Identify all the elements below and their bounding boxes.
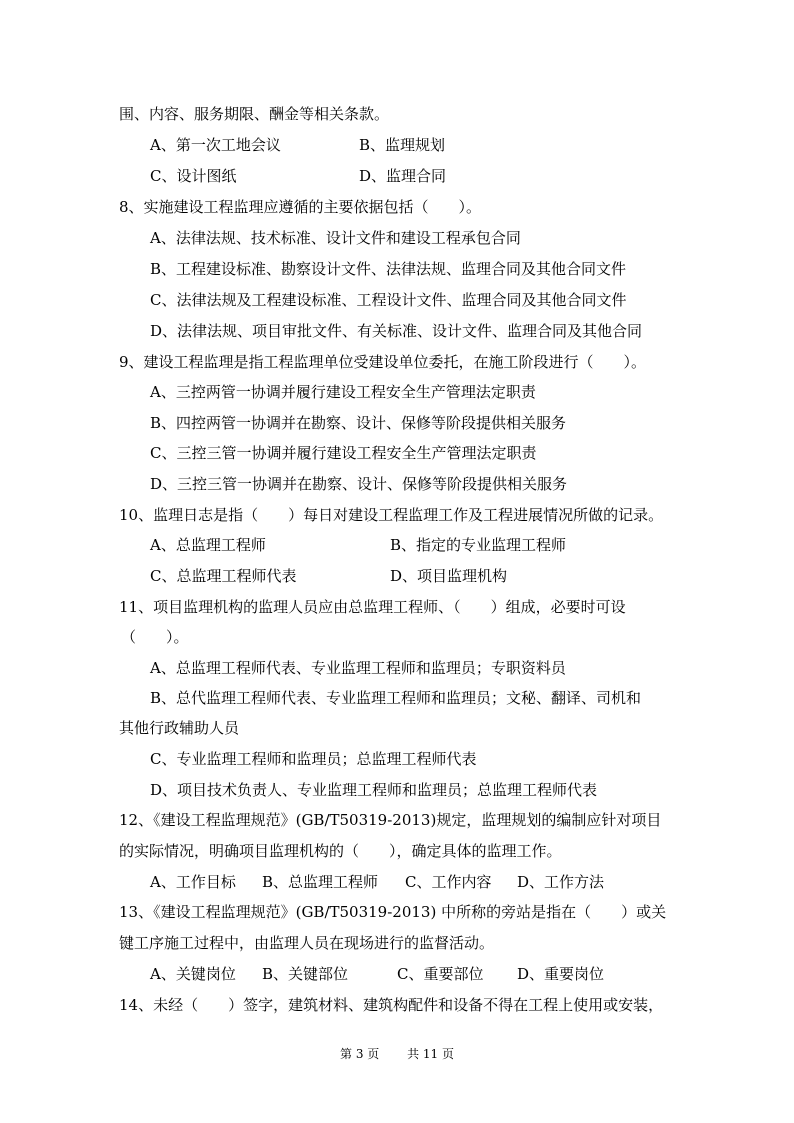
question-12-cont: 的实际情况，明确项目监理机构的（ ），确定具体的监理工作。 — [119, 842, 562, 860]
option-b: B、指定的专业监理工程师 — [390, 536, 567, 554]
option-c: C、专业监理工程师和监理员；总监理工程师代表 — [150, 750, 477, 768]
page-footer: 第 3 页 共 11 页 — [340, 1047, 454, 1061]
option-d: D、工作方法 — [517, 873, 605, 891]
option-c: C、三控三管一协调并履行建设工程安全生产管理法定职责 — [150, 444, 537, 462]
option-d: D、重要岗位 — [517, 965, 605, 983]
question-10: 10、监理日志是指（ ）每日对建设工程监理工作及工程进展情况所做的记录。 — [119, 506, 664, 524]
option-b-cont: 其他行政辅助人员 — [119, 719, 240, 737]
option-a: A、总监理工程师代表、专业监理工程师和监理员；专职资料员 — [150, 659, 566, 677]
question-8: 8、实施建设工程监理应遵循的主要依据包括（ ）。 — [119, 198, 482, 216]
question-11-cont: （ ）。 — [121, 628, 189, 646]
option-c: C、工作内容 — [405, 873, 492, 891]
option-d: D、项目技术负责人、专业监理工程师和监理员；总监理工程师代表 — [150, 781, 598, 799]
question-9: 9、建设工程监理是指工程监理单位受建设单位委托，在施工阶段进行（ ）。 — [119, 353, 647, 371]
option-b: B、关键部位 — [262, 965, 349, 983]
option-d: D、项目监理机构 — [390, 567, 508, 585]
option-c: C、设计图纸 — [150, 167, 237, 185]
option-b: B、工程建设标准、勘察设计文件、法律法规、监理合同及其他合同文件 — [150, 260, 627, 278]
question-11: 11、项目监理机构的监理人员应由总监理工程师、（ ）组成，必要时可设 — [119, 598, 626, 616]
option-b: B、四控两管一协调并在勘察、设计、保修等阶段提供相关服务 — [150, 414, 567, 432]
option-d: D、法律法规、项目审批文件、有关标准、设计文件、监理合同及其他合同 — [150, 322, 643, 340]
option-b: B、总监理工程师 — [262, 873, 379, 891]
option-a: A、三控两管一协调并履行建设工程安全生产管理法定职责 — [150, 383, 536, 401]
option-c: C、重要部位 — [397, 965, 484, 983]
option-c: C、总监理工程师代表 — [150, 567, 297, 585]
option-a: A、关键岗位 — [150, 965, 236, 983]
question-13: 13、《建设工程监理规范》(GB/T50319-2013) 中所称的旁站是指在（ ）或关 — [119, 903, 667, 921]
option-c: C、法律法规及工程建设标准、工程设计文件、监理合同及其他合同文件 — [150, 291, 627, 309]
option-b: B、总代监理工程师代表、专业监理工程师和监理员；文秘、翻译、司机和 — [150, 689, 642, 707]
option-a: A、法律法规、技术标准、设计文件和建设工程承包合同 — [150, 229, 521, 247]
option-d: D、三控三管一协调并在勘察、设计、保修等阶段提供相关服务 — [150, 475, 568, 493]
text-line: 围、内容、服务期限、酬金等相关条款。 — [119, 105, 390, 123]
question-13-cont: 键工序施工过程中，由监理人员在现场进行的监督活动。 — [119, 934, 495, 952]
option-d: D、监理合同 — [359, 167, 447, 185]
option-a: A、总监理工程师 — [150, 536, 266, 554]
option-b: B、监理规划 — [359, 136, 446, 154]
option-a: A、工作目标 — [150, 873, 236, 891]
question-12: 12、《建设工程监理规范》(GB/T50319-2013)规定，监理规划的编制应针对项目 — [119, 811, 662, 829]
question-14: 14、未经（ ）签字，建筑材料、建筑构配件和设备不得在工程上使用或安装， — [119, 996, 664, 1014]
option-a: A、第一次工地会议 — [150, 136, 281, 154]
